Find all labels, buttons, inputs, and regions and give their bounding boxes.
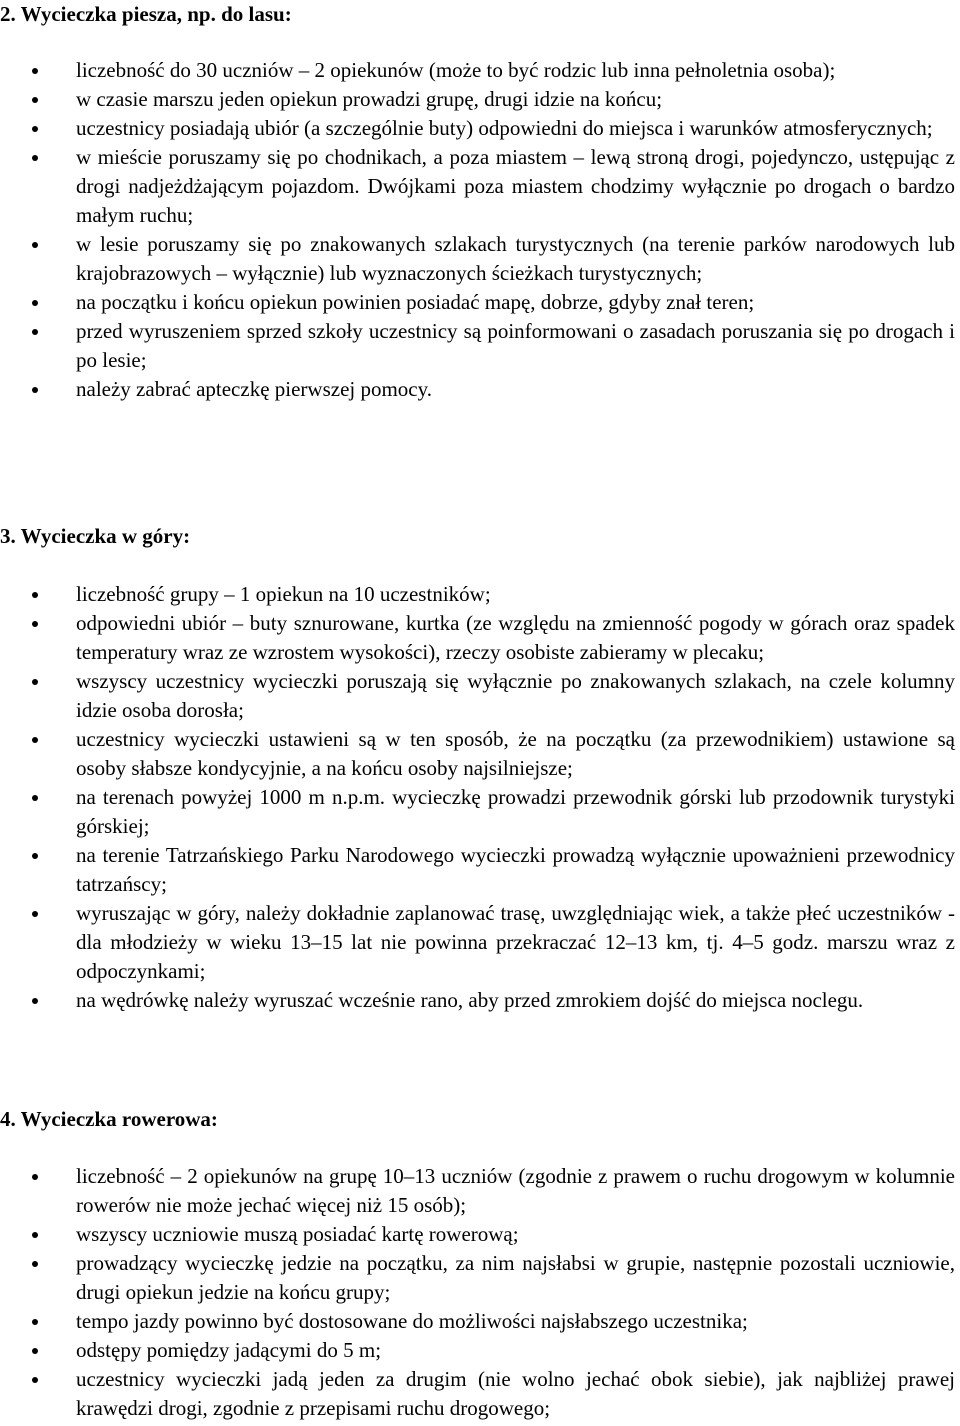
bullet-icon xyxy=(32,126,38,132)
list-item: na terenach powyżej 1000 m n.p.m. wycieczkę prowadzi przewodnik górski lub przodownik turystyki górskiej; xyxy=(0,783,955,841)
bullet-icon xyxy=(32,329,38,335)
list-item: wyruszając w góry, należy dokładnie zaplanować trasę, uwzględniając wiek, a także płeć uczestników - dla młodzieży w wieku 13–15 lat nie powinna przekraczać 12–13 km, tj. 4–5 godz. marszu wraz z odpoczynkami; xyxy=(0,899,955,986)
bullet-icon xyxy=(32,998,38,1004)
list-item: na wędrówkę należy wyruszać wcześnie rano, aby przed zmrokiem dojść do miejsca noclegu. xyxy=(0,986,955,1015)
bullet-icon xyxy=(32,97,38,103)
list-item: uczestnicy posiadają ubiór (a szczególnie buty) odpowiedni do miejsca i warunków atmosferycznych; xyxy=(0,114,955,143)
list-item: na początku i końcu opiekun powinien posiadać mapę, dobrze, gdyby znał teren; xyxy=(0,288,955,317)
bullet-list-walking-trip xyxy=(0,56,955,404)
section-title-bike-trip: 4. Wycieczka rowerowa: xyxy=(0,1107,218,1131)
list-item: wszyscy uczniowie muszą posiadać kartę rowerową; xyxy=(0,1220,955,1249)
list-item: przed wyruszeniem sprzed szkoły uczestnicy są poinformowani o zasadach poruszania się po drogach i po lesie; xyxy=(0,317,955,375)
list-item: odpowiedni ubiór – buty sznurowane, kurtka (ze względu na zmienność pogody w górach oraz spadek temperatury wraz ze wzrostem wysokości), rzeczy osobiste zabieramy w plecaku; xyxy=(0,609,955,667)
list-item: w lesie poruszamy się po znakowanych szlakach turystycznych (na terenie parków narodowych lub krajobrazowych – wyłącznie) lub wyznaczonych ścieżkach turystycznych; xyxy=(0,230,955,288)
bullet-icon xyxy=(32,795,38,801)
bullet-icon xyxy=(32,300,38,306)
bullet-icon xyxy=(32,621,38,627)
list-item: uczestnicy wycieczki jadą jeden za drugim (nie wolno jechać obok siebie), jak najbliżej prawej krawędzi drogi, zgodnie z przepisami ruchu drogowego; xyxy=(0,1365,955,1423)
list-item: w czasie marszu jeden opiekun prowadzi grupę, drugi idzie na końcu; xyxy=(0,85,955,114)
bullet-icon xyxy=(32,1261,38,1267)
bullet-icon xyxy=(32,68,38,74)
section-title-mountain-trip: 3. Wycieczka w góry: xyxy=(0,524,191,548)
bullet-icon xyxy=(32,737,38,743)
bullet-list-bike-trip xyxy=(0,1162,955,1423)
list-item: liczebność – 2 opiekunów na grupę 10–13 uczniów (zgodnie z prawem o ruchu drogowym w kolumnie rowerów nie może jechać więcej niż 15 osób); xyxy=(0,1162,955,1220)
list-item: odstępy pomiędzy jadącymi do 5 m; xyxy=(0,1336,955,1365)
list-item: prowadzący wycieczkę jedzie na początku, za nim najsłabsi w grupie, następnie pozostali uczniowie, drugi opiekun jedzie na końcu grupy; xyxy=(0,1249,955,1307)
bullet-icon xyxy=(32,853,38,859)
list-item: liczebność grupy – 1 opiekun na 10 uczestników; xyxy=(0,580,955,609)
bullet-icon xyxy=(32,592,38,598)
section-title-walking-trip: 2. Wycieczka piesza, np. do lasu: xyxy=(0,2,292,26)
list-item: na terenie Tatrzańskiego Parku Narodowego wycieczki prowadzą wyłącznie upoważnieni przewodnicy tatrzańscy; xyxy=(0,841,955,899)
list-item: w mieście poruszamy się po chodnikach, a poza miastem – lewą stroną drogi, pojedynczo, ustępując z drogi nadjeżdżającym pojazdom. Dwójkami poza miastem chodzimy wyłącznie po drogach o bardzo małym ruchu; xyxy=(0,143,955,230)
bullet-icon xyxy=(32,1319,38,1325)
bullet-icon xyxy=(32,1174,38,1180)
bullet-icon xyxy=(32,242,38,248)
bullet-icon xyxy=(32,387,38,393)
list-item: tempo jazdy powinno być dostosowane do możliwości najsłabszego uczestnika; xyxy=(0,1307,955,1336)
list-item: należy zabrać apteczkę pierwszej pomocy. xyxy=(0,375,955,404)
list-item: wszyscy uczestnicy wycieczki poruszają się wyłącznie po znakowanych szlakach, na czele kolumny idzie osoba dorosła; xyxy=(0,667,955,725)
bullet-icon xyxy=(32,1377,38,1383)
bullet-icon xyxy=(32,1232,38,1238)
bullet-icon xyxy=(32,679,38,685)
bullet-list-mountain-trip xyxy=(0,580,955,1015)
list-item: uczestnicy wycieczki ustawieni są w ten sposób, że na początku (za przewodnikiem) ustawione są osoby słabsze kondycyjnie, a na końcu osoby najsilniejsze; xyxy=(0,725,955,783)
bullet-icon xyxy=(32,155,38,161)
bullet-icon xyxy=(32,911,38,917)
list-item: liczebność do 30 uczniów – 2 opiekunów (może to być rodzic lub inna pełnoletnia osoba); xyxy=(0,56,955,85)
bullet-icon xyxy=(32,1348,38,1354)
